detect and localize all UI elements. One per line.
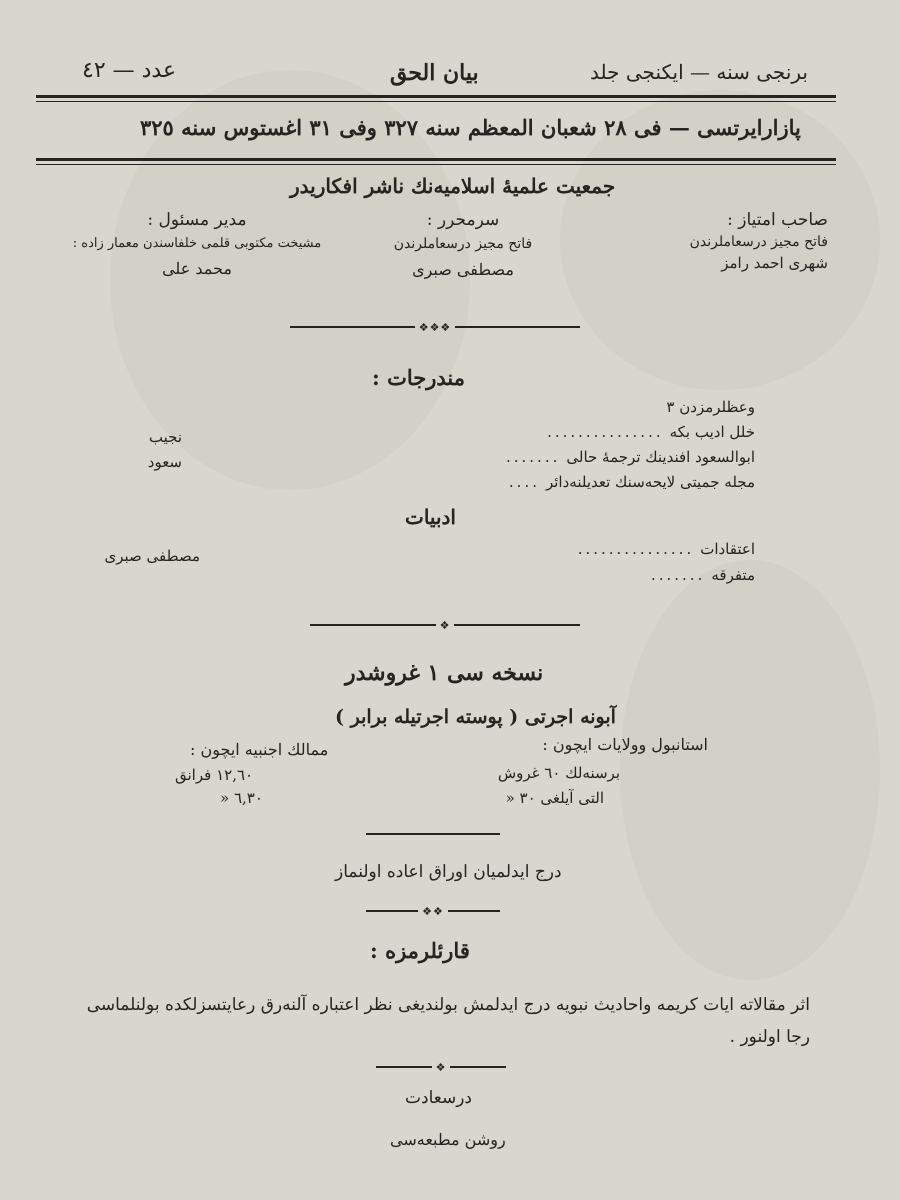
date-line: پازارایرتسی — فی ٢٨ شعبان المعظم سنه ٣٢٧ وفی ٣١ اغستوس سنه ٣٢٥ [140, 115, 801, 140]
editor-column [358, 210, 568, 279]
domestic-title: استانبول وولایات ایچون : [542, 735, 708, 754]
returns-note: درج ایدلمیان اوراق اعاده اولنماز [335, 862, 562, 882]
domestic-year: برسنه‌لك ٦٠ غروش [497, 764, 620, 782]
ornament-divider: ❖❖ [366, 906, 500, 916]
owner-title: صاحب امتیاز : [727, 210, 828, 230]
ornament-divider: ❖❖❖ [290, 322, 580, 332]
readers-note-line1: اثر مقالاته ایات کریمه واحادیث نبویه درج ایدلمش بولندیغی نظر اعتباره آلنه‌رق رعایتسزلکده بولنلماسی [86, 995, 810, 1015]
contents-item-title: ابوالسعود افندینك ترجمهٔ حالی [566, 448, 755, 466]
divider-rule [366, 833, 500, 835]
literature-item-dots: ............... [577, 540, 695, 558]
ornament-divider: ❖ [376, 1062, 506, 1072]
foreign-year: ١٢,٦٠ فرانق [175, 766, 254, 784]
literature-item-1 [572, 540, 755, 558]
issue-number: عدد — ٤٢ [82, 58, 177, 83]
header-rule-top [36, 95, 836, 98]
journal-title: بيان الحق [390, 60, 479, 86]
literature-item-title: متفرقه [711, 566, 755, 584]
literature-item-2 [645, 566, 755, 584]
readers-note-line2: رجا اولنور . [729, 1027, 810, 1047]
issue-price: نسخه سی ١ غروشدر [345, 660, 544, 686]
paper-stain [620, 560, 880, 980]
imprint-city: درسعادت [405, 1088, 472, 1108]
contents-item-2 [500, 448, 755, 466]
editor-title: سرمحرر : [426, 210, 500, 230]
contents-item-title: خلل ادیب بکه [669, 423, 755, 441]
motto: جمعیت علمیهٔ اسلامیه‌نك ناشر افکاریدر [290, 174, 616, 198]
contents-item-1 [541, 423, 755, 441]
owner-column [598, 210, 828, 272]
manager-column [52, 210, 342, 278]
contents-item-dots: ............... [547, 423, 664, 441]
contents-item-title: مجله جمیتی لایحه‌سنك تعدیلنه‌دائر [545, 473, 755, 491]
manager-name: محمد علی [162, 259, 232, 278]
foreign-half: ٦,٣٠ « [220, 789, 263, 807]
contents-item-dots: .... [508, 473, 540, 491]
header-rule-bottom [36, 158, 836, 161]
editor-name: مصطفی صبری [412, 260, 514, 279]
ornament-divider: ❖ [310, 620, 580, 630]
subscription-heading: آبونه اجرتی ( پوسته اجرتیله برابر ) [335, 706, 616, 728]
contents-first-item: وعظلرمزدن ٣ [666, 398, 755, 416]
manager-title: مدیر مسئول : [147, 210, 247, 230]
literature-item-author: مصطفی صبری [104, 547, 200, 565]
contents-heading: مندرجات : [372, 365, 465, 390]
literature-heading: ادبیات [405, 505, 456, 529]
editor-line1: فاتح مجیز درسعاملرندن [393, 236, 533, 252]
literature-item-dots: ....... [650, 566, 706, 584]
contents-item-3 [503, 473, 755, 491]
volume-label: برنجی سنه — ایکنجی جلد [590, 60, 808, 84]
literature-item-title: اعتقادات [700, 540, 755, 558]
contents-item-author: سعود [147, 453, 182, 471]
contents-item-dots: ....... [505, 448, 561, 466]
domestic-half: التی آیلغی ٣٠ « [505, 789, 604, 807]
contents-item-author: نجیب [148, 428, 182, 446]
header-rule-top-thin [36, 101, 836, 102]
manager-line1: مشیخت مکتوبی قلمی خلفاسندن معمار زاده : [72, 236, 322, 251]
imprint-press: روشن مطبعه‌سی [390, 1130, 506, 1149]
foreign-title: ممالك اجنبیه ایچون : [190, 740, 329, 759]
readers-heading: قارئلرمزه : [370, 938, 470, 963]
header-rule-bottom-thin [36, 164, 836, 165]
owner-name: شهری احمد رامز [721, 254, 828, 272]
owner-line1: فاتح مجیز درسعاملرندن [689, 234, 828, 250]
